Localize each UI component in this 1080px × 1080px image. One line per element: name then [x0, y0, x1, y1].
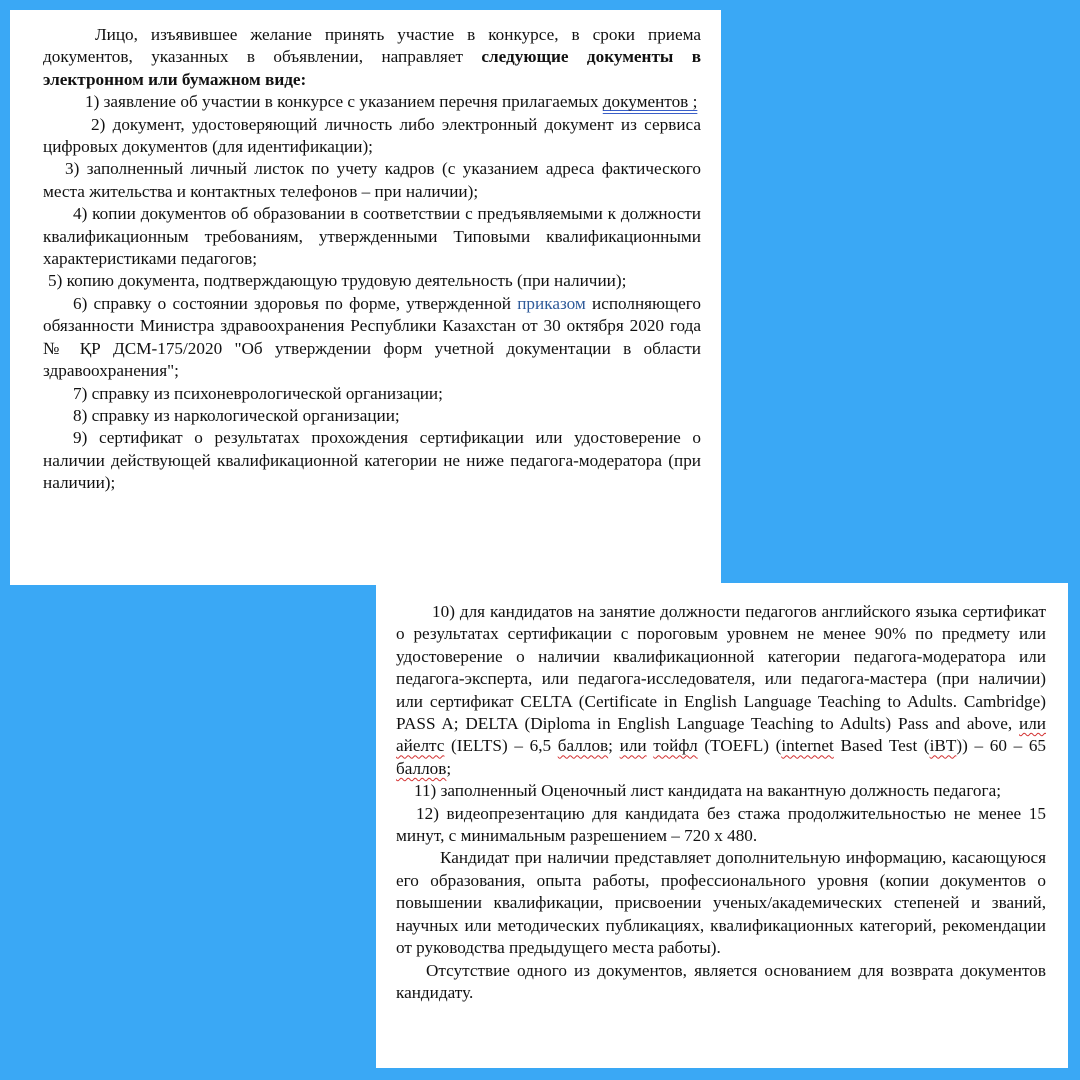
spellcheck-word: iBT	[929, 736, 957, 756]
additional-info-paragraph: Кандидат при наличии представляет дополнительную информацию, касающуюся его образования, опыта работы, профессионального уровня (копии документов о повышении квалификации, присвоении ученых/академических степеней и званий, научных или методических публикациях, квалификационных категорий, рекомендации от руководства предыдущего места работы).	[396, 848, 1046, 958]
list-item-8: 8) справку из наркологической организации;	[73, 405, 400, 425]
spellcheck-word: баллов	[557, 736, 609, 756]
item-10-text: ;	[446, 758, 452, 778]
spellcheck-word: тойфл	[653, 736, 698, 756]
item-10-text: ;	[608, 736, 620, 756]
list-item-12: 12) видеопрезентацию для кандидата без стажа продолжительностью не менее 15 минут, с минимальным разрешением – 720 x 480.	[396, 803, 1046, 846]
document-page-top	[10, 10, 721, 585]
intro-paragraph	[43, 24, 701, 91]
item-6-text: 6) справку о состоянии здоровья по форме, утвержденной	[73, 293, 518, 313]
intro-text: Лицо, изъявившее желание принять участие в конкурсе, в сроки приема документов, указанных в объявлении, направляет	[43, 25, 701, 67]
list-item-5: 5) копию документа, подтверждающую трудовую деятельность (при наличии);	[48, 271, 627, 291]
list-item-3: 3) заполненный личный листок по учету кадров (с указанием адреса фактического места жительства и контактных телефонов – при наличии);	[43, 159, 701, 201]
item-10-text: )) – 60 – 65	[956, 736, 1047, 756]
item-6-text-cont: исполняющего обязанности Министра здравоохранения Республики Казахстан от 30 октября 2020 года № ҚР ДСМ-175/2020 "Об утверждении форм учетной документации в области здравоохранения";	[43, 293, 701, 381]
list-item-11: 11) заполненный Оценочный лист кандидата на вакантную должность педагога;	[414, 781, 1001, 801]
item-10-text: Based Test (	[833, 736, 930, 756]
absence-paragraph: Отсутствие одного из документов, является основанием для возврата документов кандидату.	[396, 960, 1046, 1002]
spellcheck-word: айелтс	[396, 736, 445, 756]
item-10-text: 10) для кандидатов на занятие должности педагогов английского языка сертификат о результатах сертификации с пороговым уровнем не менее 90% по предмету или удостоверение о наличии квалификационной категории педагога-модератора или педагога-эксперта, или педагога-исследователя, или педагога-мастера (при наличии) или сертификат CELTA (Certificate in English Language Teaching to Adults. Cambridge) PASS A; DELTA (Diploma in English Language Teaching to Adults) Pass and above,	[396, 602, 1046, 734]
list-item-4: 4) копии документов об образовании в соответствии с предъявляемыми к должности квалификационным требованиям, утвержденными Типовыми квалификационными характеристиками педагогов;	[43, 204, 701, 269]
list-item-1	[43, 91, 701, 113]
list-item-2: 2) документ, удостоверяющий личность либо электронный документ из сервиса цифровых документов (для идентификации);	[43, 114, 701, 157]
list-item-7: 7) справку из психоневрологической организации;	[73, 383, 443, 403]
item-1-underlined: документов ;	[602, 92, 698, 112]
spellcheck-word: баллов	[396, 758, 447, 778]
order-link[interactable]: приказом	[517, 293, 586, 313]
list-item-6	[43, 293, 701, 383]
spellcheck-word: или	[619, 736, 647, 756]
list-item-10	[396, 601, 1046, 780]
document-page-bottom	[376, 583, 1068, 1068]
spellcheck-word: или	[1019, 714, 1046, 734]
item-1-text: 1) заявление об участии в конкурсе с указанием перечня прилагаемых	[85, 92, 603, 112]
item-10-text: (IELTS) – 6,5	[444, 736, 558, 756]
list-item-9: 9) сертификат о результатах прохождения сертификации или удостоверение о наличии действующей квалификационной категории не ниже педагога-модератора (при наличии);	[43, 428, 701, 493]
spellcheck-word: internet	[781, 736, 834, 756]
intro-bold-text: следующие документы в электронном или бумажном виде:	[43, 47, 701, 89]
item-10-text: (TOEFL) (	[697, 736, 782, 756]
